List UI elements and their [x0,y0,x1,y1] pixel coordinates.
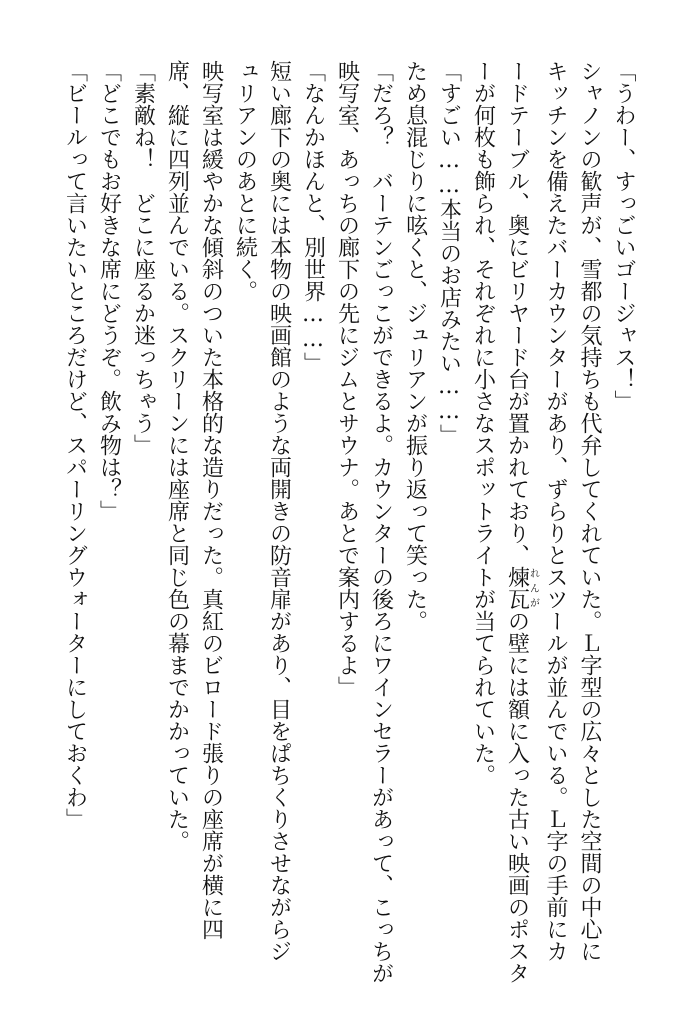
text-line-7: ため息混じりに呟くと、ジュリアンが振り返って笑った。 [402,60,428,632]
text-line-5: ーが何枚も飾られ、それぞれに小さなスポットライトが当てられていた。 [470,60,496,786]
text-line-4 [500,60,539,984]
text-line-13: 映写室は緩やかな傾斜のついた本格的な造りだった。真紅のビロード張りの座席が横に四 [198,60,224,940]
text-line-6: 「すごい……本当のお店みたい……」 [436,60,462,446]
ruby-word [504,566,539,610]
text-line-10: 「なんかほんと、別世界……」 [300,60,326,374]
text-line-1: 「うわー、すっごいゴージャス！」 [611,60,636,412]
vertical-text-body [58,60,641,984]
text-line-14: 席、縦に四列並んでいる。スクリーンには座席と同じ色の幕までかかっていた。 [164,60,190,852]
text-line-16: 「どこでもお好きな席にどうぞ。飲み物は？」 [96,60,122,522]
ruby-reading: れんが [527,566,539,610]
text-line-2: シャノンの歓声が、雪都の気持ちも代弁してくれていた。Ｌ字型の広々とした空間の中心に [577,60,602,962]
text-line-11: 短い廊下の奥には本物の映画館のような両開きの防音扉があり、目をぱちくりさせながらジ [266,60,292,962]
ruby-base: 煉瓦 [504,566,530,610]
text-line-17: 「ビールって言いたいところだけど、スパーリングウォーターにしておくわ」 [62,60,88,830]
text-line-12: ュリアンのあとに続く。 [232,60,258,302]
text-line-4-part-2: の壁には額に入った古い映画のポスタ [504,610,530,984]
text-line-3: キッチンを備えたバーカウンターがあり、ずらりとスツールが並んでいる。Ｌ字の手前にカ [543,60,568,962]
text-line-8: 「だろ？ バーテンごっこができるよ。カウンターの後ろにワインセラーがあって、こっちが [368,60,394,984]
text-line-15: 「素敵ね！ どこに座るか迷っちゃう」 [130,60,156,456]
text-line-4-part-1: ードテーブル、奥にビリヤード台が置かれており、 [504,60,530,566]
text-line-9: 映写室、あっちの廊下の先にジムとサウナ。あとで案内するよ」 [334,60,360,698]
